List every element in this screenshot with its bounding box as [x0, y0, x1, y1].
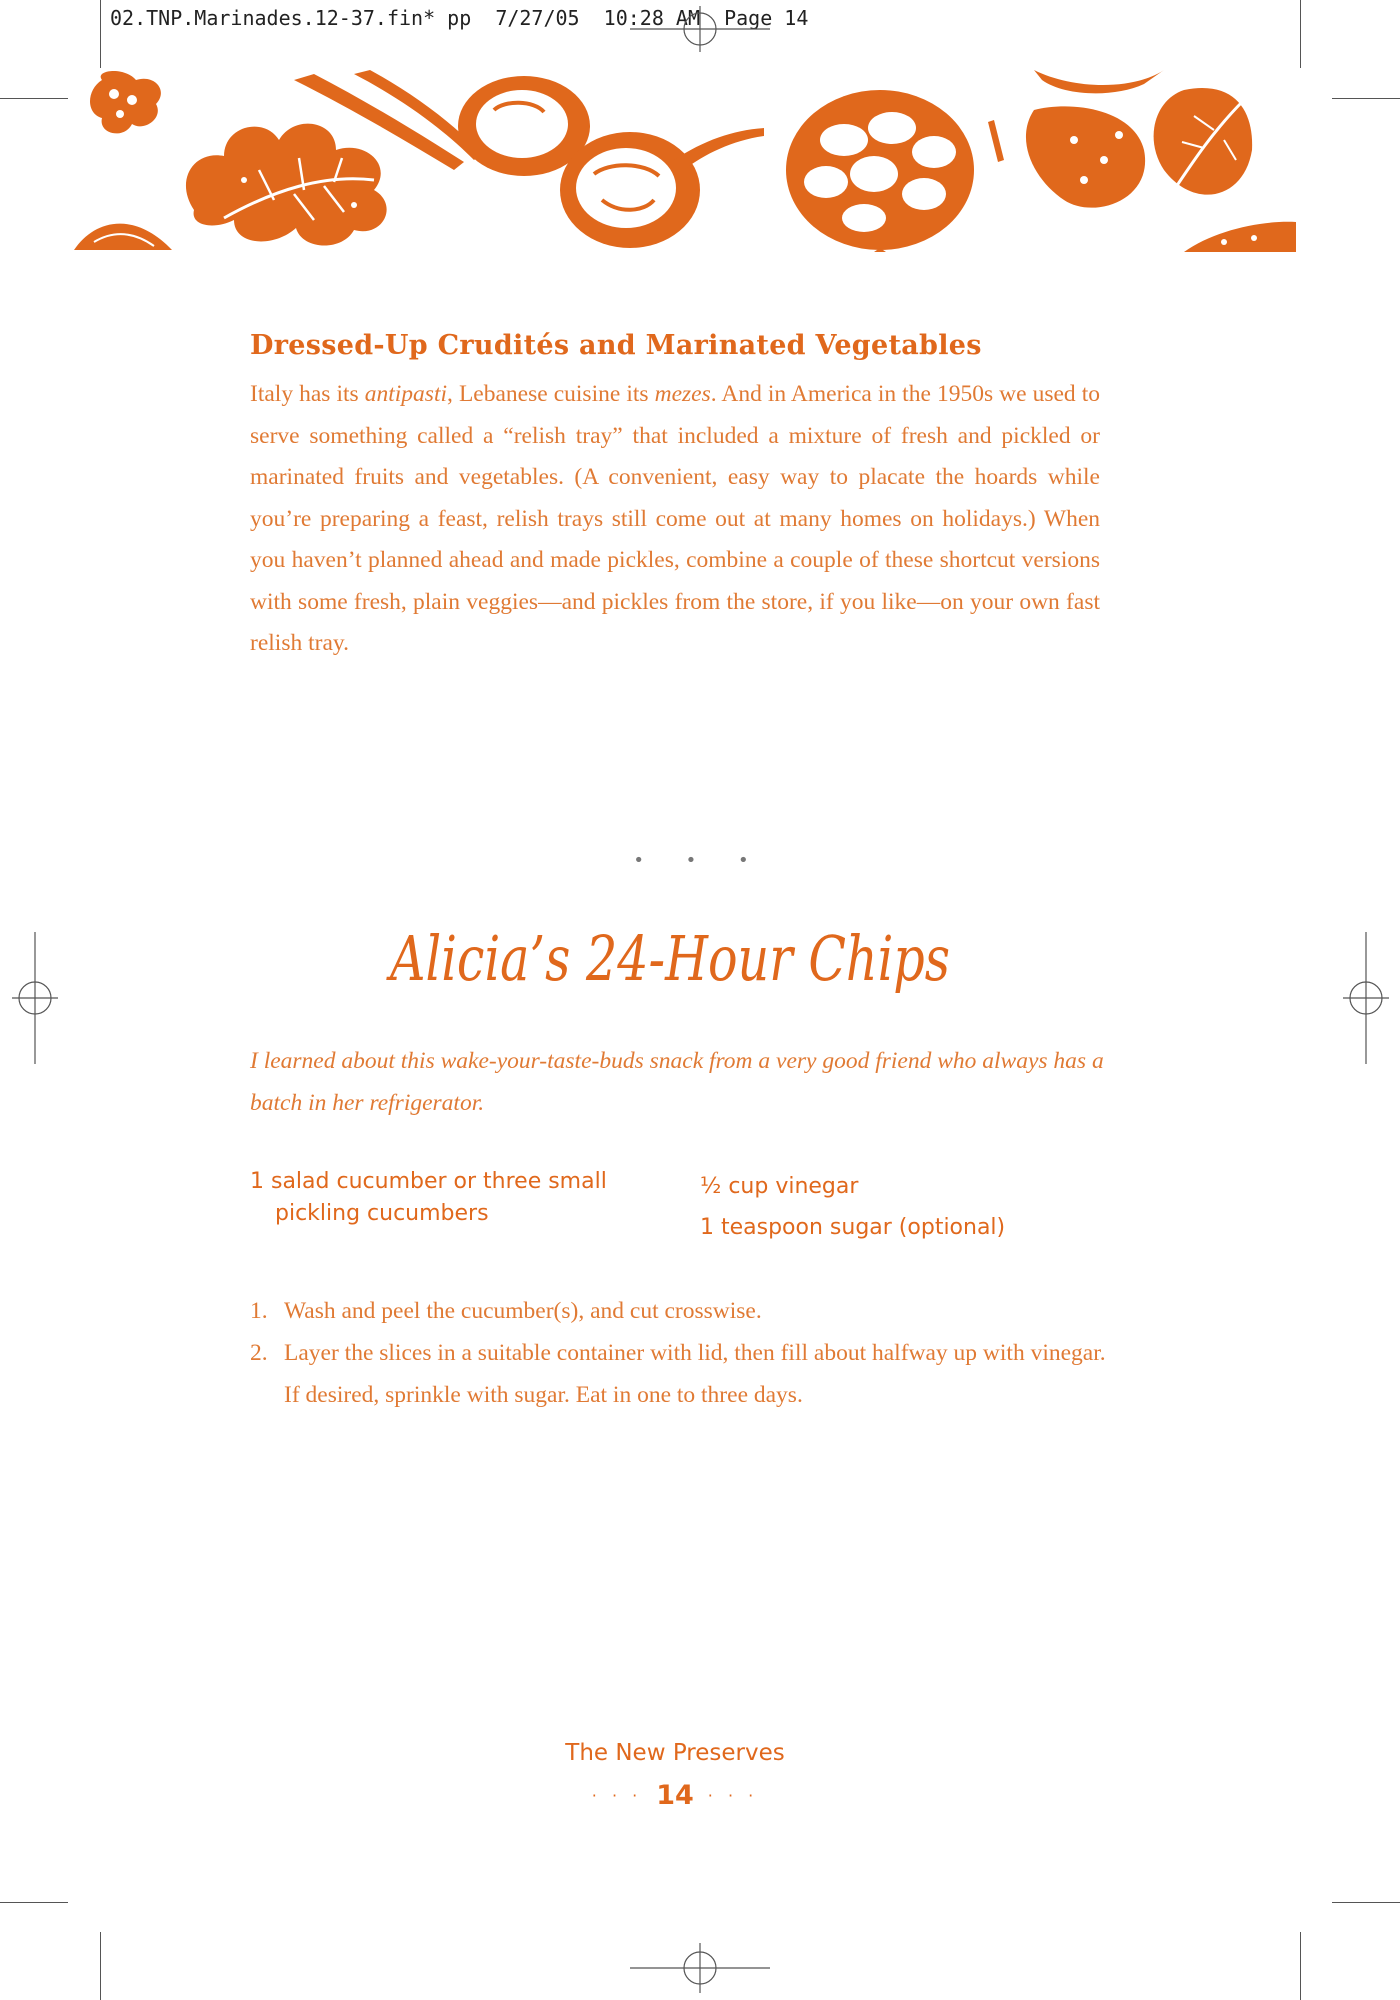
- crop-mark: [1332, 98, 1400, 99]
- intro-paragraph: Italy has its antipasti, Lebanese cuisine its mezes. And in America in the 1950s we used to serve something called a “relish tray” that included a mixture of fresh and pickled or marinated fruits and vegetables. (A convenient, easy way to placate the hoards while you’re preparing a feast, relish trays still come out at many homes on holidays.) When you haven’t planned ahead and made pickles, combine a couple of these shortcut versions with some fresh, plain veggies—and pickles from the store, if you like—on your own fast relish tray.: [250, 381, 1100, 656]
- registration-mark-left: [12, 932, 58, 1064]
- beet-icon: [458, 76, 764, 248]
- page-number: 14: [656, 1780, 694, 1811]
- registration-mark-right: [1343, 932, 1389, 1064]
- crop-mark: [1332, 1902, 1400, 1903]
- section-heading: Dressed-Up Crudités and Marinated Vegetables: [250, 330, 982, 361]
- step-text: Layer the slices in a suitable container with lid, then fill about halfway up with vinegar. If desired, sprinkle with sugar. Eat in one to three days.: [284, 1340, 1106, 1408]
- crop-mark: [1300, 0, 1301, 68]
- crop-mark: [0, 1902, 68, 1903]
- ingredient-item: pickling cucumbers: [275, 1201, 489, 1226]
- recipe-steps: [250, 1290, 1110, 1416]
- leaf-icon: [1154, 88, 1253, 195]
- artichoke-icon: [786, 90, 974, 252]
- step-number: 2.: [250, 1340, 268, 1366]
- registration-mark-top: [630, 6, 770, 52]
- registration-mark-bottom: [630, 1943, 770, 1993]
- step-number: 1.: [250, 1298, 268, 1324]
- ingredient-item: ½ cup vinegar: [700, 1174, 859, 1199]
- step-item: [250, 1332, 1110, 1416]
- ingredient-item: 1 teaspoon sugar (optional): [700, 1215, 1006, 1240]
- vegetable-banner-illustration: [74, 70, 1296, 252]
- emphasis: mezes: [654, 381, 711, 407]
- emphasis: antipasti: [364, 381, 448, 407]
- recipe-title: [380, 900, 1020, 1010]
- page-number-block: [550, 1780, 800, 1811]
- page-dots: · · ·: [707, 1786, 759, 1805]
- step-text: Wash and peel the cucumber(s), and cut crosswise.: [284, 1298, 762, 1324]
- crop-mark: [0, 98, 68, 99]
- crop-mark: [100, 0, 101, 68]
- section-separator: • • •: [633, 850, 767, 871]
- ingredients-right-column: [700, 1166, 1005, 1248]
- book-title: The New Preserves: [565, 1740, 785, 1766]
- strawberry-icon: [1026, 70, 1164, 208]
- crop-mark: [100, 1932, 101, 2000]
- leaf-icon: [74, 224, 172, 250]
- crop-mark: [1300, 1932, 1301, 2000]
- recipe-headnote: I learned about this wake-your-taste-buds snack from a very good friend who always has a batch in her refrigerator.: [250, 1048, 1104, 1116]
- page-dots: · · ·: [591, 1786, 643, 1805]
- cauliflower-icon: [90, 71, 161, 133]
- step-item: [250, 1290, 1110, 1332]
- slug-line: 02.TNP.Marinades.12-37.fin* pp 7/27/05 10:28 AM Page 14: [110, 6, 809, 30]
- ingredients-left-column: [250, 1166, 607, 1230]
- leaf-icon: [186, 124, 387, 246]
- recipe-title-text: Alicia’s 24-Hour Chips: [386, 922, 951, 995]
- ingredient-item: 1 salad cucumber or three small: [250, 1169, 607, 1194]
